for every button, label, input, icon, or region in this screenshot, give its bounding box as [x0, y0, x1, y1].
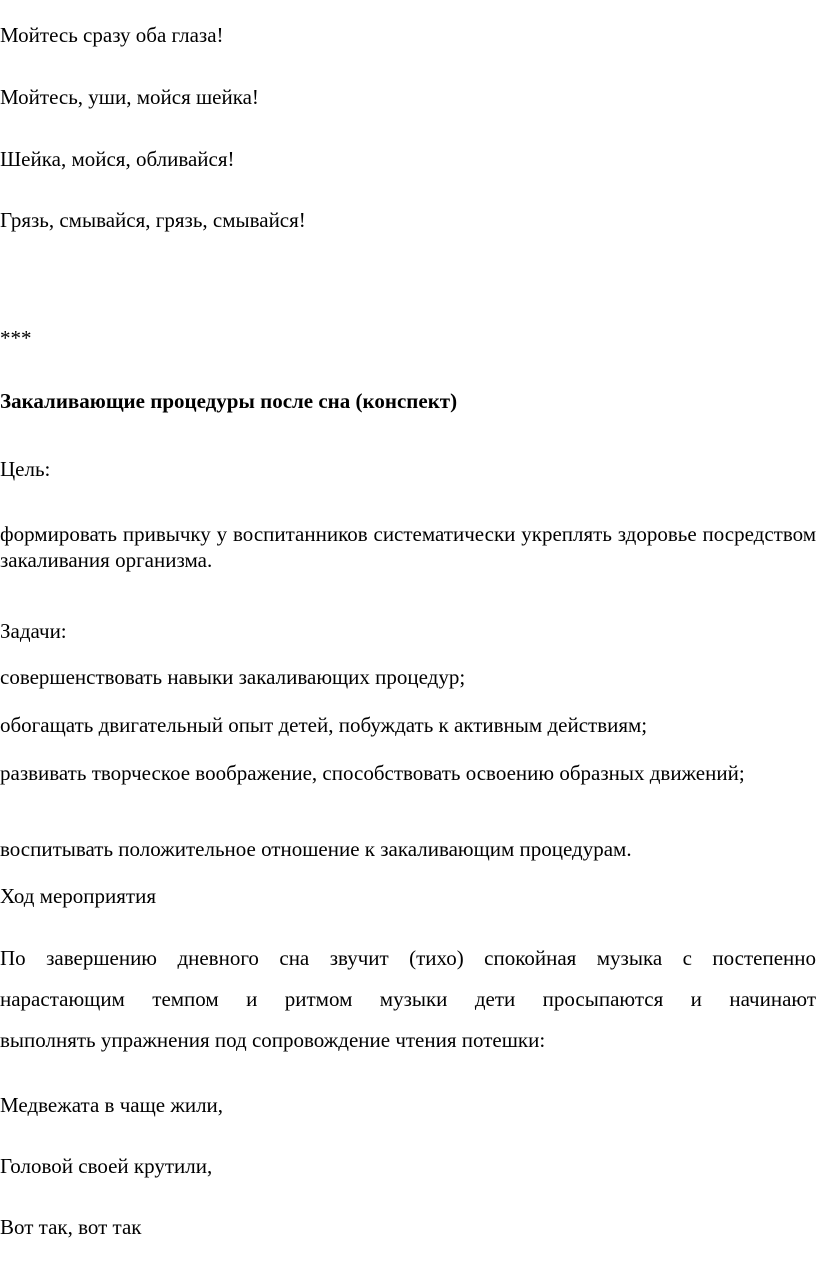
- poem-line: Головой своей крутили,: [0, 1154, 213, 1178]
- goal-text: формировать привычку у воспитанников систематически укреплять здоровье посредством закаливания организма.: [0, 522, 816, 572]
- page-title: Закаливающие процедуры после сна (конспект): [0, 389, 458, 413]
- goal-label: Цель:: [0, 457, 51, 481]
- poem-line: Вот так, вот так: [0, 1215, 142, 1239]
- separator: ***: [0, 326, 32, 350]
- course-line: выполнять упражнения под сопровождение чтения потешки:: [0, 1028, 546, 1052]
- course-line: По завершению дневного сна звучит (тихо) спокойная музыка с постепенно: [0, 946, 816, 970]
- task-item: обогащать двигательный опыт детей, побуждать к активным действиям;: [0, 713, 648, 737]
- course-label: Ход мероприятия: [0, 884, 156, 908]
- poem-line: Шейка, мойся, обливайся!: [0, 147, 235, 171]
- poem-line: Мойтесь сразу оба глаза!: [0, 23, 224, 47]
- poem-line: Грязь, смывайся, грязь, смывайся!: [0, 208, 306, 232]
- task-item: развивать творческое воображение, способствовать освоению образных движений;: [0, 761, 745, 785]
- task-item: совершенствовать навыки закаливающих процедур;: [0, 665, 466, 689]
- task-item: воспитывать положительное отношение к закаливающим процедурам.: [0, 837, 632, 861]
- poem-line: Мойтесь, уши, мойся шейка!: [0, 85, 259, 109]
- poem-line: Медвежата в чаще жили,: [0, 1093, 224, 1117]
- tasks-label: Задачи:: [0, 619, 67, 643]
- course-line: нарастающим темпом и ритмом музыки дети просыпаются и начинают: [0, 987, 816, 1011]
